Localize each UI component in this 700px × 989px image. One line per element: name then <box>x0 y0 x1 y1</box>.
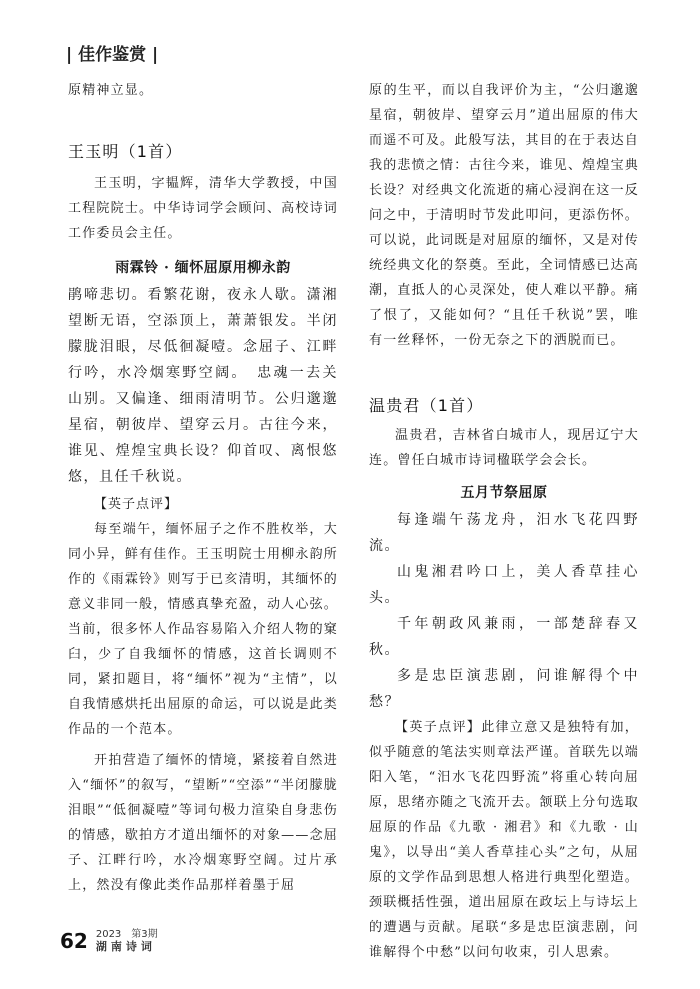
poem-title: 五月节祭屈原 <box>460 485 548 501</box>
comment-tag: 【英子点评】 <box>94 497 179 512</box>
poet-name: 王玉明（1首） <box>68 142 183 161</box>
comment-continuation: 原的生平，而以自我评价为主，“公归邈邈星宿，朝彼岸、望穿云月”道出屈原的伟大而遥不可及。此般写法，其目的在于表达自我的悲愤之情：古往今来，谁见、煌煌宝典长设？对经典文化流逝的痛心浸润在这一反问之中，于清明时节发此叩问，更添伤怀。可以说，此词既是对屈原的缅怀，又是对传统经典文化的祭奠。至此，全词情感已达高潮，直抵人的心灵深处，使人难以平静。痛了恨了，又能如何？“且任千秋说”罢，唯有一丝释怀，一份无奈之下的洒脱而已。 <box>369 83 639 348</box>
footer-meta <box>96 929 158 953</box>
comment-paragraph: 开拍营造了缅怀的情境，紧接着自然进入“缅怀”的叙写，“望断”“空添”“半闭朦胧泪眼”“低徊凝噎”等词句极力渲染自身悲伤的情感，歇拍方才道出缅怀的对象——念屈子、江畔行吟，水冷烟寒野空阔。过片承上，然没有像此类作品那样着墨于屈 <box>68 753 338 893</box>
section-header: | 佳作鉴赏 | <box>66 45 159 65</box>
poem-line: 多是忠臣演悲剧，问谁解得个中愁？ <box>369 668 639 710</box>
poet-name: 温贵君（1首） <box>369 396 484 415</box>
right-column <box>369 78 639 965</box>
comment-paragraph <box>369 715 639 965</box>
magazine-name: 湖南诗词 <box>95 940 156 953</box>
poet-bio: 温贵君，吉林省白城市人，现居辽宁大连。曾任白城市诗词楹联学会会长。 <box>369 428 639 468</box>
comment-paragraph: 每至端午，缅怀屈子之作不胜枚举，大同小异，鲜有佳作。王玉明院士用柳永韵所作的《雨霖铃》则写于已亥清明，其缅怀的意义非同一般，情感真挚充盈，动人心弦。当前，很多怀人作品容易陷入介绍人物的窠臼，少了自我缅怀的情感，这首长调则不同，紧扣题目，将“缅怀”视为“主情”，以自我情感烘托出屈原的命运，可以说是此类作品的一个范本。 <box>68 522 338 737</box>
page-number: 62 <box>60 929 88 953</box>
comment-tag: 【英子点评】 <box>395 720 482 735</box>
poem-line: 山鬼湘君吟口上，美人香草挂心头。 <box>369 564 639 606</box>
poem-title: 雨霖铃 · 缅怀屈原用柳永韵 <box>115 260 291 276</box>
poem-text: 鹃啼悲切。看繁花谢，夜永人歇。潇湘望断无语，空添顶上，萧萧银发。半闭朦胧泪眼，尽低徊凝噎。念屈子、江畔行吟，水冷烟寒野空阔。 忠魂一去关山别。又偏逢、细雨清明节。公归邈邈星宿，朝彼岸、望穿云月。古往今来，谁见、煌煌宝典长设？仰首叹、离恨悠悠，且任千秋说。 <box>68 287 338 485</box>
poet-bio: 王玉明，字韫辉，清华大学教授，中国工程院院士。中华诗词学会顾问、高校诗词工作委员会主任。 <box>68 176 338 241</box>
poem-line: 每逢端午荡龙舟，汨水飞花四野流。 <box>369 512 639 554</box>
comment-text: 此律立意又是独特有加，似乎随意的笔法实则章法严谨。首联先以端阳入笔，“汨水飞花四野流”将重心转向屈原，思绪亦随之飞流开去。颔联上分句选取屈原的作品《九歌 · 湘君》和《九歌 · 山鬼》，以导出“美人香草挂心头”之句，从屈原的文学作品到思想人格进行典型化塑造。颈联概括性强，道出屈原在政坛上与诗坛上的遭遇与贡献。尾联“多是忠臣演悲剧，问谁解得个中愁”以问句收束，引人思索。 <box>369 720 640 960</box>
page-footer <box>60 929 158 953</box>
lead-text: 原精神立显。 <box>68 83 154 98</box>
poem-line: 千年朝政风兼雨，一部楚辞春又秋。 <box>369 616 639 658</box>
left-column <box>68 78 338 898</box>
issue-label: 2023 第3期 <box>95 929 158 940</box>
